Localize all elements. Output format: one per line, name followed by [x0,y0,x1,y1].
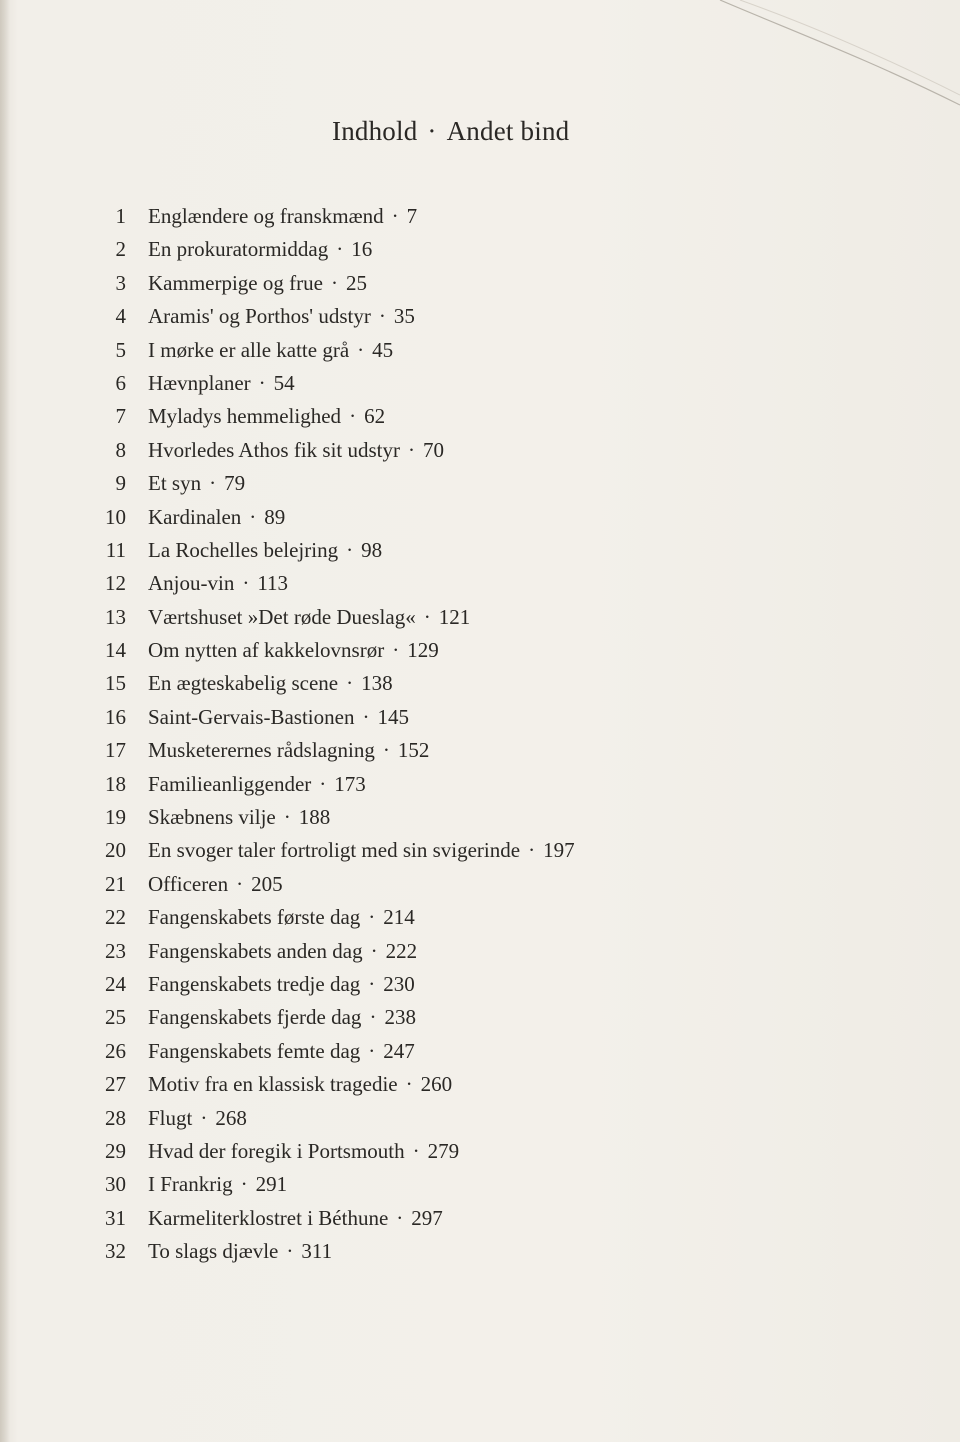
chapter-number: 24 [105,971,126,996]
page-number: 45 [372,337,394,362]
page-number: 138 [361,671,393,696]
chapter-number: 2 [115,237,126,262]
chapter-title: Motiv fra en klassisk tragedie [148,1072,398,1097]
chapter-number: 9 [115,471,126,496]
chapter-title: Familieanliggender [148,771,312,796]
page-number: 268 [215,1105,247,1130]
toc-entry [96,1035,856,1068]
toc-entry [96,968,856,1001]
page-crease [700,0,960,120]
chapter-line [148,400,385,433]
toc-entry [96,233,856,266]
toc-entry [96,334,856,367]
chapter-number: 21 [105,871,126,896]
chapter-title: Officeren [148,871,229,896]
chapter-title: Flugt [148,1105,193,1130]
toc-entry [96,801,856,834]
chapter-line [148,901,415,934]
chapter-line [148,701,409,734]
chapter-line [148,467,245,500]
chapter-line [148,1035,415,1068]
chapter-number: 5 [115,337,126,362]
chapter-number: 1 [115,204,126,228]
chapter-title: En prokuratormiddag [148,237,329,262]
chapter-line [148,935,417,968]
entry-separator: · [368,971,376,996]
toc-entry [96,567,856,600]
chapter-number: 12 [105,571,126,596]
entry-separator: · [283,805,291,830]
page-number: 7 [406,204,418,228]
entry-separator: · [392,638,400,663]
page-number: 222 [385,938,418,963]
entry-separator: · [368,1038,376,1063]
toc-entry [96,534,856,567]
page-number: 121 [438,604,471,629]
chapter-line [148,834,575,867]
chapter-number: 11 [105,537,126,562]
page-number: 214 [383,905,415,930]
page-number: 129 [407,638,439,663]
table-of-contents [96,200,856,1269]
chapter-number: 16 [105,704,126,729]
page-number: 54 [273,370,295,395]
toc-entry [96,868,856,901]
chapter-title: I Frankrig [148,1172,233,1197]
chapter-number: 30 [105,1172,126,1197]
toc-entry [96,634,856,667]
toc-entry [96,701,856,734]
chapter-line [148,1168,287,1201]
chapter-line [148,601,470,634]
toc-entry [96,901,856,934]
chapter-line [148,667,393,700]
page-number: 70 [423,437,444,462]
toc-entry [96,667,856,700]
chapter-line [148,634,439,667]
entry-separator: · [378,304,386,329]
chapter-line [148,801,330,834]
toc-entry [96,200,856,233]
toc-entry [96,1068,856,1101]
entry-separator: · [209,471,217,496]
toc-entry [96,501,856,534]
entry-separator: · [249,504,257,529]
page-number: 62 [364,404,386,429]
chapter-title: Hævnplaner [148,370,251,395]
chapter-title: Musketerernes rådslagning [148,738,375,763]
toc-entry [96,1001,856,1034]
page-number: 113 [257,571,289,596]
chapter-number: 17 [105,738,126,763]
chapter-line [148,1001,416,1034]
entry-separator: · [242,571,250,596]
page-number: 247 [383,1038,415,1063]
chapter-number: 10 [105,504,126,529]
toc-entry [96,834,856,867]
chapter-number: 6 [115,370,126,395]
page-edge-shadow [0,0,10,1442]
chapter-line [148,868,283,901]
toc-entry [96,367,856,400]
chapter-title: Kardinalen [148,504,242,529]
chapter-number: 13 [105,604,126,629]
toc-entry [96,1102,856,1135]
chapter-title: I mørke er alle katte grå [148,337,350,362]
entry-separator: · [369,1005,377,1030]
entry-separator: · [528,838,536,863]
toc-entry [96,935,856,968]
chapter-number: 4 [115,304,126,329]
chapter-title: Kammerpige og frue [148,270,323,295]
toc-entry [96,267,856,300]
chapter-title: Hvad der foregik i Portsmouth [148,1138,405,1163]
chapter-number: 8 [115,437,126,462]
chapter-title: Fangenskabets fjerde dag [148,1005,362,1030]
chapter-number: 7 [115,404,126,429]
page-number: 291 [255,1172,288,1197]
page-number: 230 [383,971,415,996]
chapter-number: 23 [105,938,126,963]
page-number: 25 [345,270,367,295]
page-number: 279 [427,1138,460,1163]
title-sub: Andet bind [446,116,570,146]
page-number: 89 [264,504,286,529]
entry-separator: · [349,404,357,429]
chapter-title: Myladys hemmelighed [148,404,342,429]
chapter-line [148,1202,443,1235]
entry-separator: · [370,938,378,963]
page-number: 238 [384,1005,416,1030]
chapter-title: Hvorledes Athos fik sit udstyr [148,437,400,462]
chapter-title: En svoger taler fortroligt med sin svigerinde [148,838,521,863]
chapter-line [148,968,415,1001]
toc-entry [96,1235,856,1268]
chapter-title: Saint-Gervais-Bastionen [148,704,355,729]
chapter-line [148,1135,459,1168]
chapter-number: 18 [105,771,126,796]
toc-entry [96,300,856,333]
chapter-line [148,367,295,400]
toc-entry [96,1202,856,1235]
chapter-number: 32 [105,1239,126,1264]
entry-separator: · [236,871,244,896]
page-number: 311 [301,1239,333,1264]
toc-entry [96,1135,856,1168]
toc-entry [96,467,856,500]
chapter-number: 29 [105,1138,126,1163]
toc-entry [96,1168,856,1201]
chapter-line [148,567,288,600]
entry-separator: · [346,537,354,562]
entry-separator: · [362,704,370,729]
entry-separator: · [346,671,354,696]
chapter-title: Anjou-vin [148,571,235,596]
chapter-title: Skæbnens vilje [148,805,276,830]
chapter-title: Værtshuset »Det røde Dueslag« [148,604,416,629]
chapter-title: Karmeliterklostret i Béthune [148,1205,389,1230]
entry-separator: · [405,1072,413,1097]
entry-separator: · [357,337,365,362]
page-number: 145 [377,704,409,729]
entry-separator: · [382,738,390,763]
page-number: 79 [224,471,246,496]
chapter-title: En ægteskabelig scene [148,671,339,696]
chapter-title: La Rochelles belejring [148,537,339,562]
entry-separator: · [412,1138,420,1163]
chapter-line [148,267,367,300]
chapter-title: Englændere og franskmænd [148,204,384,228]
entry-separator: · [286,1239,294,1264]
chapter-line [148,334,393,367]
chapter-number: 22 [105,905,126,930]
chapter-number: 19 [105,805,126,830]
chapter-line [148,300,415,333]
entry-separator: · [368,905,376,930]
toc-entry [96,768,856,801]
chapter-title: To slags djævle [148,1239,279,1264]
chapter-line [148,1235,332,1268]
chapter-title: Om nytten af kakkelovnsrør [148,638,385,663]
chapter-line [148,534,382,567]
page-number: 260 [420,1072,453,1097]
chapter-line [148,200,417,233]
page-title [332,116,569,147]
page-number: 173 [334,771,366,796]
entry-separator: · [200,1105,208,1130]
toc-entry [96,601,856,634]
title-main: Indhold [332,116,418,146]
entry-separator: · [330,270,338,295]
page-number: 152 [397,738,430,763]
page-number: 205 [251,871,283,896]
chapter-number: 26 [105,1038,126,1063]
entry-separator: · [396,1205,404,1230]
chapter-title: Et syn [148,471,202,496]
chapter-number: 20 [105,838,126,863]
page-number: 297 [411,1205,443,1230]
toc-entry [96,434,856,467]
entry-separator: · [423,604,431,629]
chapter-line [148,1068,452,1101]
chapter-number: 15 [105,671,126,696]
entry-separator: · [408,437,415,462]
chapter-number: 27 [105,1072,126,1097]
chapter-title: Fangenskabets tredje dag [148,971,361,996]
chapter-title: Aramis' og Porthos' udstyr [148,304,371,329]
chapter-number: 31 [105,1205,126,1230]
entry-separator: · [258,370,266,395]
chapter-line [148,434,444,467]
chapter-line [148,233,372,266]
chapter-number: 25 [105,1005,126,1030]
toc-entry [96,400,856,433]
chapter-line [148,734,429,767]
page-number: 188 [298,805,331,830]
chapter-number: 14 [105,638,126,663]
entry-separator: · [319,771,327,796]
page-number: 35 [393,304,415,329]
toc-entry [96,734,856,767]
chapter-title: Fangenskabets første dag [148,905,361,930]
page-number: 16 [351,237,373,262]
chapter-title: Fangenskabets femte dag [148,1038,361,1063]
chapter-number: 3 [115,270,126,295]
entry-separator: · [336,237,344,262]
page-number: 98 [361,537,383,562]
title-separator: · [427,116,437,146]
page-number: 197 [543,838,575,863]
chapter-line [148,501,285,534]
chapter-number: 28 [105,1105,126,1130]
chapter-title: Fangenskabets anden dag [148,938,363,963]
entry-separator: · [391,204,399,228]
chapter-line [148,1102,247,1135]
chapter-line [148,768,366,801]
entry-separator: · [240,1172,248,1197]
